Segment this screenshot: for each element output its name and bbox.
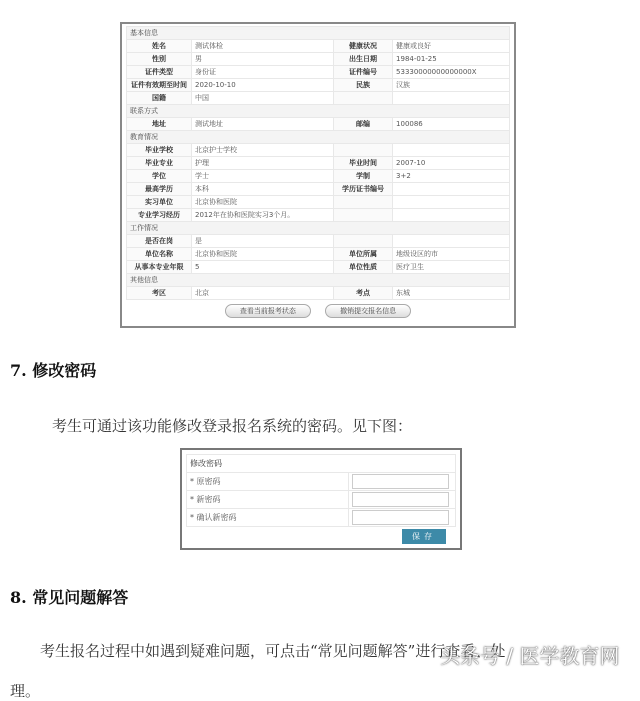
table-row xyxy=(127,118,510,131)
section-header-other: 其他信息 xyxy=(127,274,510,287)
revoke-submission-button[interactable]: 撤销提交报名信息 xyxy=(325,304,411,318)
field-value: 本科 xyxy=(192,183,334,196)
field-value: 5 xyxy=(192,261,334,274)
field-label: 是否在岗 xyxy=(127,235,192,248)
paragraph-8-line2: 理。 xyxy=(10,682,41,700)
table-row xyxy=(127,144,510,157)
table-row xyxy=(127,40,510,53)
section-heading-8: 8. 常见问题解答 xyxy=(10,588,129,607)
field-label: 证件有效期至时间 xyxy=(127,79,192,92)
field-value: 东城 xyxy=(393,287,510,300)
field-label: 姓名 xyxy=(127,40,192,53)
field-label xyxy=(334,92,393,105)
field-label xyxy=(334,235,393,248)
table-row xyxy=(127,53,510,66)
field-value: 中国 xyxy=(192,92,334,105)
field-label: 民族 xyxy=(334,79,393,92)
field-value: 测试地址 xyxy=(192,118,334,131)
field-value: 身份证 xyxy=(192,66,334,79)
field-value: 2012年在协和医院实习3个月。 xyxy=(192,209,334,222)
field-value: 1984-01-25 xyxy=(393,53,510,66)
section-header-work: 工作情况 xyxy=(127,222,510,235)
table-row xyxy=(127,196,510,209)
field-label: 从事本专业年限 xyxy=(127,261,192,274)
field-value: 男 xyxy=(192,53,334,66)
new-password-input[interactable] xyxy=(352,492,449,507)
section-heading-7: 7. 修改密码 xyxy=(10,361,97,380)
field-label: 专业学习经历 xyxy=(127,209,192,222)
field-value xyxy=(393,183,510,196)
registration-info-table xyxy=(126,26,510,300)
field-value: 2007-10 xyxy=(393,157,510,170)
table-row xyxy=(127,235,510,248)
field-label: 地址 xyxy=(127,118,192,131)
field-value: 学士 xyxy=(192,170,334,183)
section-header-contact: 联系方式 xyxy=(127,105,510,118)
table-row xyxy=(127,209,510,222)
table-row xyxy=(127,66,510,79)
field-label: 考点 xyxy=(334,287,393,300)
view-status-button[interactable]: 查看当前报考状态 xyxy=(225,304,311,318)
field-label: 学历证书编号 xyxy=(334,183,393,196)
field-label: 性别 xyxy=(127,53,192,66)
field-label: 学制 xyxy=(334,170,393,183)
field-label xyxy=(334,209,393,222)
field-label: 出生日期 xyxy=(334,53,393,66)
table-row xyxy=(127,183,510,196)
field-value: 北京 xyxy=(192,287,334,300)
field-label: 证件编号 xyxy=(334,66,393,79)
field-value: 汉族 xyxy=(393,79,510,92)
field-label: 单位名称 xyxy=(127,248,192,261)
section-header-education: 教育情况 xyxy=(127,131,510,144)
field-label xyxy=(334,144,393,157)
field-value: 北京协和医院 xyxy=(192,248,334,261)
field-value: 地级设区的市 xyxy=(393,248,510,261)
field-label: 毕业时间 xyxy=(334,157,393,170)
change-password-form xyxy=(180,448,462,550)
field-value: 医疗卫生 xyxy=(393,261,510,274)
section-header-basic: 基本信息 xyxy=(127,27,510,40)
table-row xyxy=(127,248,510,261)
field-value: 测试体检 xyxy=(192,40,334,53)
field-label xyxy=(334,196,393,209)
field-label: 证件类型 xyxy=(127,66,192,79)
field-label: 实习单位 xyxy=(127,196,192,209)
field-label: 最高学历 xyxy=(127,183,192,196)
field-value xyxy=(393,209,510,222)
paragraph-8-line1: 考生报名过程中如遇到疑难问题，可点击“常见问题解答”进行查看、处 xyxy=(40,642,506,660)
paragraph-7: 考生可通过该功能修改登录报名系统的密码。见下图： xyxy=(52,417,413,435)
confirm-password-label: * 确认新密码 xyxy=(187,509,349,527)
old-password-label: * 原密码 xyxy=(187,473,349,491)
field-label: 毕业学校 xyxy=(127,144,192,157)
new-password-label: * 新密码 xyxy=(187,491,349,509)
field-value: 护理 xyxy=(192,157,334,170)
field-label: 国籍 xyxy=(127,92,192,105)
field-label: 考区 xyxy=(127,287,192,300)
field-value: 3+2 xyxy=(393,170,510,183)
table-row xyxy=(127,157,510,170)
field-label: 单位性质 xyxy=(334,261,393,274)
field-value: 健康或良好 xyxy=(393,40,510,53)
field-value: 是 xyxy=(192,235,334,248)
field-label: 邮编 xyxy=(334,118,393,131)
field-value: 北京协和医院 xyxy=(192,196,334,209)
field-label: 单位所属 xyxy=(334,248,393,261)
field-value xyxy=(393,144,510,157)
table-row xyxy=(127,170,510,183)
field-value: 100086 xyxy=(393,118,510,131)
field-label: 毕业专业 xyxy=(127,157,192,170)
field-label: 健康状况 xyxy=(334,40,393,53)
field-label: 学位 xyxy=(127,170,192,183)
table-row xyxy=(127,287,510,300)
field-value: 2020-10-10 xyxy=(192,79,334,92)
field-value xyxy=(393,235,510,248)
field-value xyxy=(393,196,510,209)
save-button[interactable]: 保存 xyxy=(402,529,446,544)
table-row xyxy=(127,92,510,105)
confirm-password-input[interactable] xyxy=(352,510,449,525)
old-password-input[interactable] xyxy=(352,474,449,489)
field-value xyxy=(393,92,510,105)
form-title: 修改密码 xyxy=(187,455,456,473)
field-value: 北京护士学校 xyxy=(192,144,334,157)
table-row xyxy=(127,79,510,92)
registration-info-screenshot xyxy=(120,22,516,328)
table-row xyxy=(127,261,510,274)
watermark: 头条号 / 医学教育网 xyxy=(440,644,620,668)
field-value: 53330000000000000X xyxy=(393,66,510,79)
